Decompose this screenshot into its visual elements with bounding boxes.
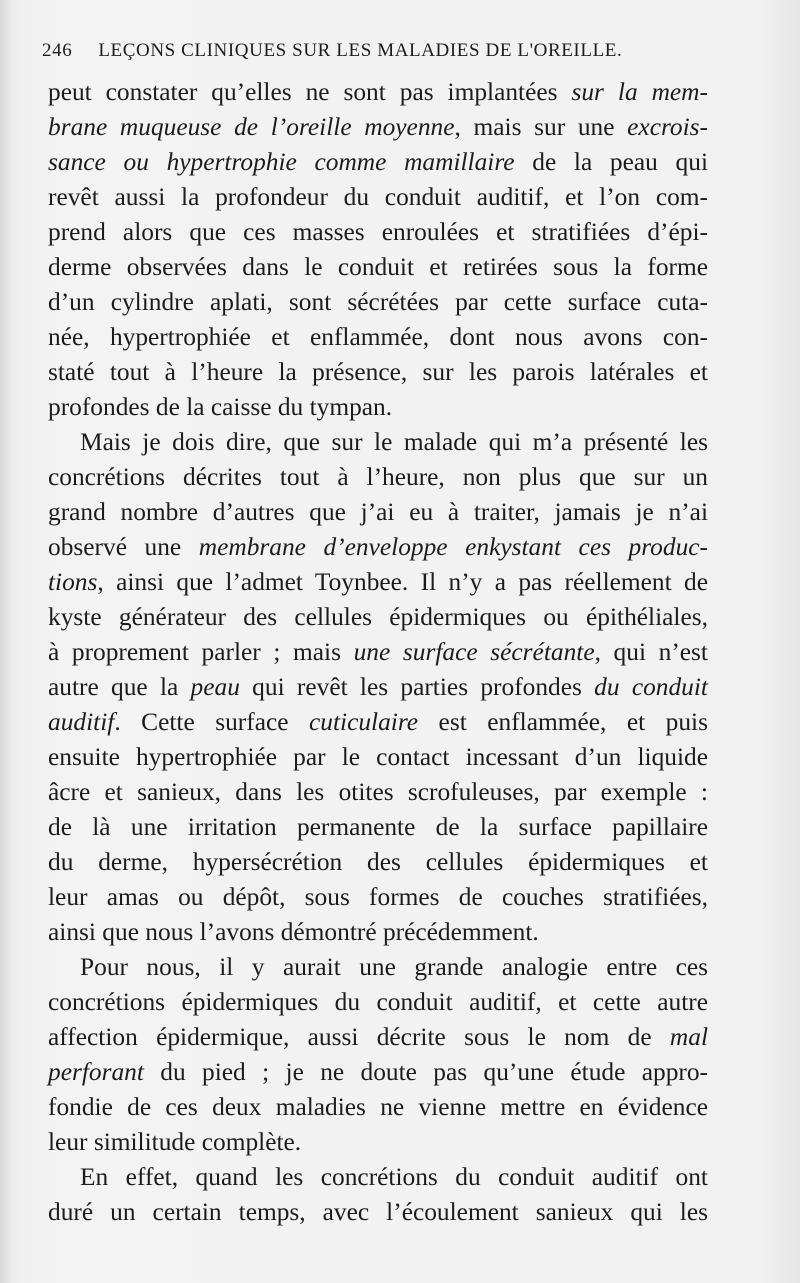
paragraph — [48, 75, 708, 425]
text-run: à proprement parler ; mais — [48, 638, 354, 666]
text-line — [48, 635, 708, 670]
text-run: peut constater qu’elles ne sont pas implantées — [48, 78, 572, 106]
text-line — [48, 880, 708, 915]
text-run: de la peau qui — [514, 148, 708, 176]
text-line — [48, 75, 708, 110]
text-line — [48, 985, 708, 1020]
italic-run: une surface sécrétante — [353, 638, 595, 666]
text-line — [48, 1090, 708, 1125]
text-run: ainsi que nous l’avons démontré précédemment. — [48, 918, 539, 946]
italic-run: brane muqueuse de l’oreille moyenne — [48, 113, 455, 141]
text-line — [48, 705, 708, 740]
text-run: . Cette surface — [114, 708, 309, 736]
text-run: leur similitude complète. — [48, 1128, 302, 1156]
text-run: concrétions épidermiques du conduit auditif, et cette autre — [48, 988, 708, 1016]
text-line — [48, 530, 708, 565]
text-run: , qui n’est — [594, 638, 708, 666]
text-line — [48, 460, 708, 495]
text-run: qui revêt les parties profondes — [239, 673, 595, 701]
text-line — [48, 145, 708, 180]
italic-run: sur la mem- — [571, 78, 708, 106]
text-line — [48, 775, 708, 810]
text-run: duré un certain temps, avec l’écoulement sanieux qui les — [48, 1198, 708, 1226]
text-line — [48, 600, 708, 635]
text-line — [48, 845, 708, 880]
italic-run: excrois- — [627, 113, 708, 141]
italic-run: du conduit — [594, 673, 708, 701]
text-run: affection épidermique, aussi décrite sous le nom de — [48, 1023, 670, 1051]
text-run: Pour nous, il y aurait une grande analogie entre ces — [80, 953, 708, 981]
text-run: fondie de ces deux maladies ne vienne mettre en évidence — [48, 1093, 708, 1121]
text-run: est enflammée, et puis — [418, 708, 708, 736]
text-run: profondes de la caisse du tympan. — [48, 393, 393, 421]
body-text — [48, 75, 708, 1230]
italic-run: tions — [48, 568, 98, 596]
italic-run: mal — [669, 1023, 708, 1051]
italic-run: sance ou hypertrophie comme mamillaire — [48, 148, 515, 176]
text-line — [48, 355, 708, 390]
text-run: née, hypertrophiée et enflammée, dont nous avons con- — [48, 323, 708, 351]
text-run: En effet, quand les concrétions du conduit auditif ont — [80, 1163, 708, 1191]
text-run: d’un cylindre aplati, sont sécrétées par cette surface cuta- — [48, 288, 708, 316]
text-line — [48, 740, 708, 775]
running-title: LEÇONS CLINIQUES SUR LES MALADIES DE L'OREILLE. — [98, 40, 623, 61]
text-line — [48, 1020, 708, 1055]
text-line — [48, 110, 708, 145]
text-line — [48, 495, 708, 530]
text-run: , mais sur une — [454, 113, 628, 141]
text-run: leur amas ou dépôt, sous formes de couches stratifiées, — [48, 883, 708, 911]
page-number: 246 — [42, 40, 73, 61]
text-run: prend alors que ces masses enroulées et stratifiées d’épi- — [48, 218, 708, 246]
paragraph — [48, 950, 708, 1160]
text-run: de là une irritation permanente de la surface papillaire — [48, 813, 708, 841]
italic-run: peau — [190, 673, 240, 701]
text-run: du pied ; je ne doute pas qu’une étude appro- — [143, 1058, 708, 1086]
paragraph — [48, 1160, 708, 1230]
text-line — [48, 180, 708, 215]
text-line — [48, 215, 708, 250]
text-line — [48, 390, 708, 425]
text-run: revêt aussi la profondeur du conduit auditif, et l’on com- — [48, 183, 708, 211]
text-run: concrétions décrites tout à l’heure, non plus que sur un — [48, 463, 708, 491]
paragraph — [48, 425, 708, 950]
italic-run: auditif — [48, 708, 115, 736]
text-line — [48, 915, 708, 950]
text-run: ensuite hypertrophiée par le contact incessant d’un liquide — [48, 743, 708, 771]
text-run: autre que la — [48, 673, 191, 701]
text-run: , ainsi que l’admet Toynbee. Il n’y a pas réellement de — [97, 568, 708, 596]
text-run: Mais je dois dire, que sur le malade qui m’a présenté les — [80, 428, 708, 456]
italic-run: cuticulaire — [309, 708, 419, 736]
text-run: grand nombre d’autres que j’ai eu à traiter, jamais je n’ai — [48, 498, 708, 526]
text-line — [48, 285, 708, 320]
italic-run: perforant — [48, 1058, 144, 1086]
text-run: âcre et sanieux, dans les otites scrofuleuses, par exemple : — [48, 778, 708, 806]
text-line — [48, 320, 708, 355]
text-line — [48, 250, 708, 285]
italic-run: membrane d’enveloppe enkystant ces produc- — [198, 533, 708, 561]
text-run: staté tout à l’heure la présence, sur les parois latérales et — [48, 358, 708, 386]
text-line — [48, 565, 708, 600]
text-run: kyste générateur des cellules épidermiques ou épithéliales, — [48, 603, 708, 631]
text-line — [48, 1055, 708, 1090]
text-line — [48, 810, 708, 845]
text-line — [48, 1160, 708, 1195]
text-line — [48, 1195, 708, 1230]
text-line — [48, 670, 708, 705]
text-run: observé une — [48, 533, 199, 561]
text-line — [48, 950, 708, 985]
text-run: du derme, hypersécrétion des cellules épidermiques et — [48, 848, 708, 876]
text-line — [48, 1125, 708, 1160]
text-run: derme observées dans le conduit et retirées sous la forme — [48, 253, 708, 281]
running-head — [42, 40, 742, 62]
text-line — [48, 425, 708, 460]
